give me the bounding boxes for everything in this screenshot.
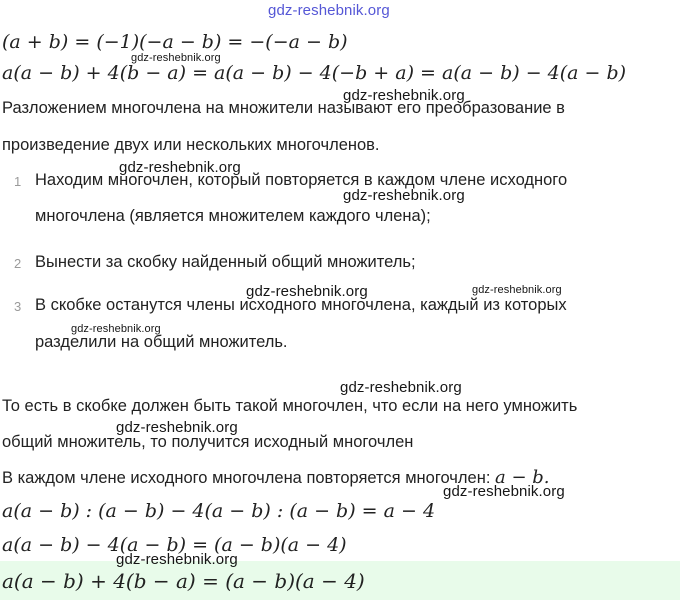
explanation-line-2: общий множитель, то получится исходный многочлен xyxy=(2,433,414,451)
definition-line-2: произведение двух или нескольких многочленов. xyxy=(2,136,380,154)
watermark: gdz-reshebnik.org xyxy=(268,2,390,19)
watermark: gdz-reshebnik.org xyxy=(119,159,241,176)
explanation-line-1: То есть в скобке должен быть такой многочлен, что если на него умножить xyxy=(2,397,578,415)
watermark: gdz-reshebnik.org xyxy=(131,52,221,64)
watermark: gdz-reshebnik.org xyxy=(71,323,161,335)
formula-line-3: a(a − b) : (a − b) − 4(a − b) : (a − b) = a − 4 xyxy=(2,500,436,522)
watermark: gdz-reshebnik.org xyxy=(472,284,562,296)
watermark: gdz-reshebnik.org xyxy=(246,283,368,300)
formula-line-1: (a + b) = (−1)(−a − b) = −(−a − b) xyxy=(2,31,348,53)
watermark: gdz-reshebnik.org xyxy=(116,551,238,568)
formula-line-4: a(a − b) − 4(a − b) = (a − b)(a − 4) xyxy=(2,534,347,556)
repeat-note-text: В каждом члене исходного многочлена повторяется многочлен: xyxy=(2,469,491,487)
step-text: В скобке останутся члены исходного многочлена, каждый из которых xyxy=(35,296,567,314)
answer-formula: a(a − b) + 4(b − a) = (a − b)(a − 4) xyxy=(2,569,365,593)
step-number: 3 xyxy=(14,299,22,314)
step-text: Находим многочлен, который повторяется в каждом члене исходного xyxy=(35,171,568,189)
step-number: 1 xyxy=(14,174,22,189)
watermark: gdz-reshebnik.org xyxy=(343,87,465,104)
step-text: многочлена (является множителем каждого члена); xyxy=(35,207,431,225)
watermark: gdz-reshebnik.org xyxy=(343,187,465,204)
watermark: gdz-reshebnik.org xyxy=(443,483,565,500)
step-number: 2 xyxy=(14,256,22,271)
definition-line-1: Разложением многочлена на множители называют его преобразование в xyxy=(2,99,565,117)
step-text: разделили на общий множитель. xyxy=(35,333,288,351)
watermark: gdz-reshebnik.org xyxy=(340,379,462,396)
formula-line-2: a(a − b) + 4(b − a) = a(a − b) − 4(−b + a) = a(a − b) − 4(a − b) xyxy=(2,62,627,84)
watermark: gdz-reshebnik.org xyxy=(116,419,238,436)
repeat-note-math: a − b. xyxy=(495,467,550,488)
step-text: Вынести за скобку найденный общий множитель; xyxy=(35,253,416,271)
